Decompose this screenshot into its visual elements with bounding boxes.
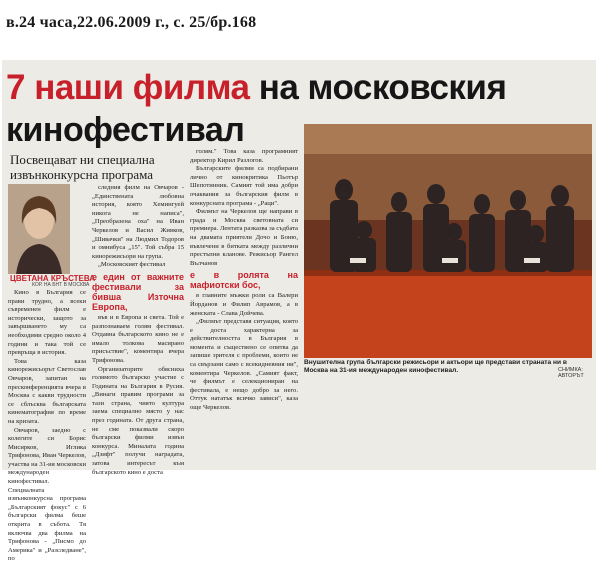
paragraph: „Московският фестивал: [92, 261, 184, 270]
paragraph: във и в Европа и света. Той е разпознаваем голям фестивал. Отдавна българското кино не е имало толкова масирано присъствие", коментира вчера Трифонова.: [92, 314, 184, 366]
photo-caption: Внушителна група български режисьори и актьори ще представи страната ни в Москва на 31-ия международен кинофестивал.: [304, 359, 592, 375]
paragraph: Българските филми са подбирани лично от кинокритика Пьотър Шепотинник. Самият той има добри очаквания за българския филм в конкурсната програма - „Раци".: [190, 165, 298, 208]
headline-line2: кинофестивал: [6, 110, 244, 150]
photo-credit: СНИМКА: АВТОРЪТ: [558, 367, 596, 379]
paragraph: Овчаров, заедно с колегите си Борис Мисирков, Иглика Трифонова, Иван Черкелов, участва на 31-ия московски международен кинофестивал. Специалната извънконкурсна програма „Българският фокус" с 6 български филма беше открита в събота. Тя включва два филма на Трифонова - „Писмо до Америка" и „Разследване", по: [8, 427, 86, 564]
paragraph: Това каза кинорежисьорът Светослав Овчаров, запитан на пресконференцията вчера в Москва с какви трудности се сблъсква българската кинематография по време на кризата.: [8, 358, 86, 427]
author-role: КОР. НА БНТ В МОСКВА: [32, 282, 89, 288]
article-column-3: [190, 148, 298, 468]
subheadline: Посвещават ни специална извънконкурсна програма: [10, 152, 190, 182]
source-line: в.24 часа,22.06.2009 г., с. 25/бр.168: [6, 14, 256, 32]
paragraph: Филмът на Черкелов ще направи в града и Москва световната си премиера. Лентата разказва за съдбата на двамата приятели Дочо и Боню, въвлечени в битката между различни престъпни кланове. Режисьор Рангел Вълчанов: [190, 208, 298, 268]
paragraph: голям." Това каза програмният директор Кирил Разлогов.: [190, 148, 298, 165]
author-name: ЦВЕТАНА КРЪСТЕВА: [10, 274, 95, 283]
author-photo: [8, 184, 70, 274]
headline-part2: на московския: [259, 68, 507, 107]
press-conference-photo: [304, 124, 592, 358]
paragraph: следния филм на Овчаров - „Единствената любовна история, която Хемингуей никога не написа", „Преобразена оха" на Иван Черкелов и Васил Живков, „Шивачки" на Людмил Тодоров и омнибуса „15". Той събра 15 кинорежисьори на група.: [92, 184, 184, 261]
newspaper-clipping: [2, 60, 596, 470]
headline-part1: 7 наши филма: [6, 68, 249, 107]
pull-quote: е в ролята на мафиотски бос,: [190, 270, 298, 290]
article-column-1: [8, 289, 86, 467]
article-column-2: [92, 184, 184, 468]
pull-quote: е един от важните фестивали за бивша Източна Европа,: [92, 272, 184, 312]
paragraph: „Филмът представя ситуация, която е доста характерна за действителността в България в момента и съществено се опитва да запише зрителя с проблеми, които не са свързани само с всекидневния ни", коментира Черкелов. „Самият факт, че филмът е селекциониран на фестивала, е нещо добро за него. Оттук нататък всичко зависи", каза още Черкелов.: [190, 318, 298, 413]
headline: [6, 66, 596, 110]
paragraph: в главните мъжки роли са Валери Йорданов и Филип Аврамов, а в женската - Слава Дойчева.: [190, 292, 298, 318]
paragraph: Организаторите обясниха голямото българско участие с Годината на България в Русия. „Винаги правим програми за тази страна, чиято култура заема специално място у нас през годината. От друга страна, не сме показвали скоро български филми извън конкурса. Миналата година „Дзифт" получи наградата, затова интересът към българското кино е доста: [92, 366, 184, 478]
paragraph: Кино в България се прави трудно, а всеки съвременен филм е исторически, защото за завършването му са необходими средно около 4 години и така той се превръща в история.: [8, 289, 86, 358]
